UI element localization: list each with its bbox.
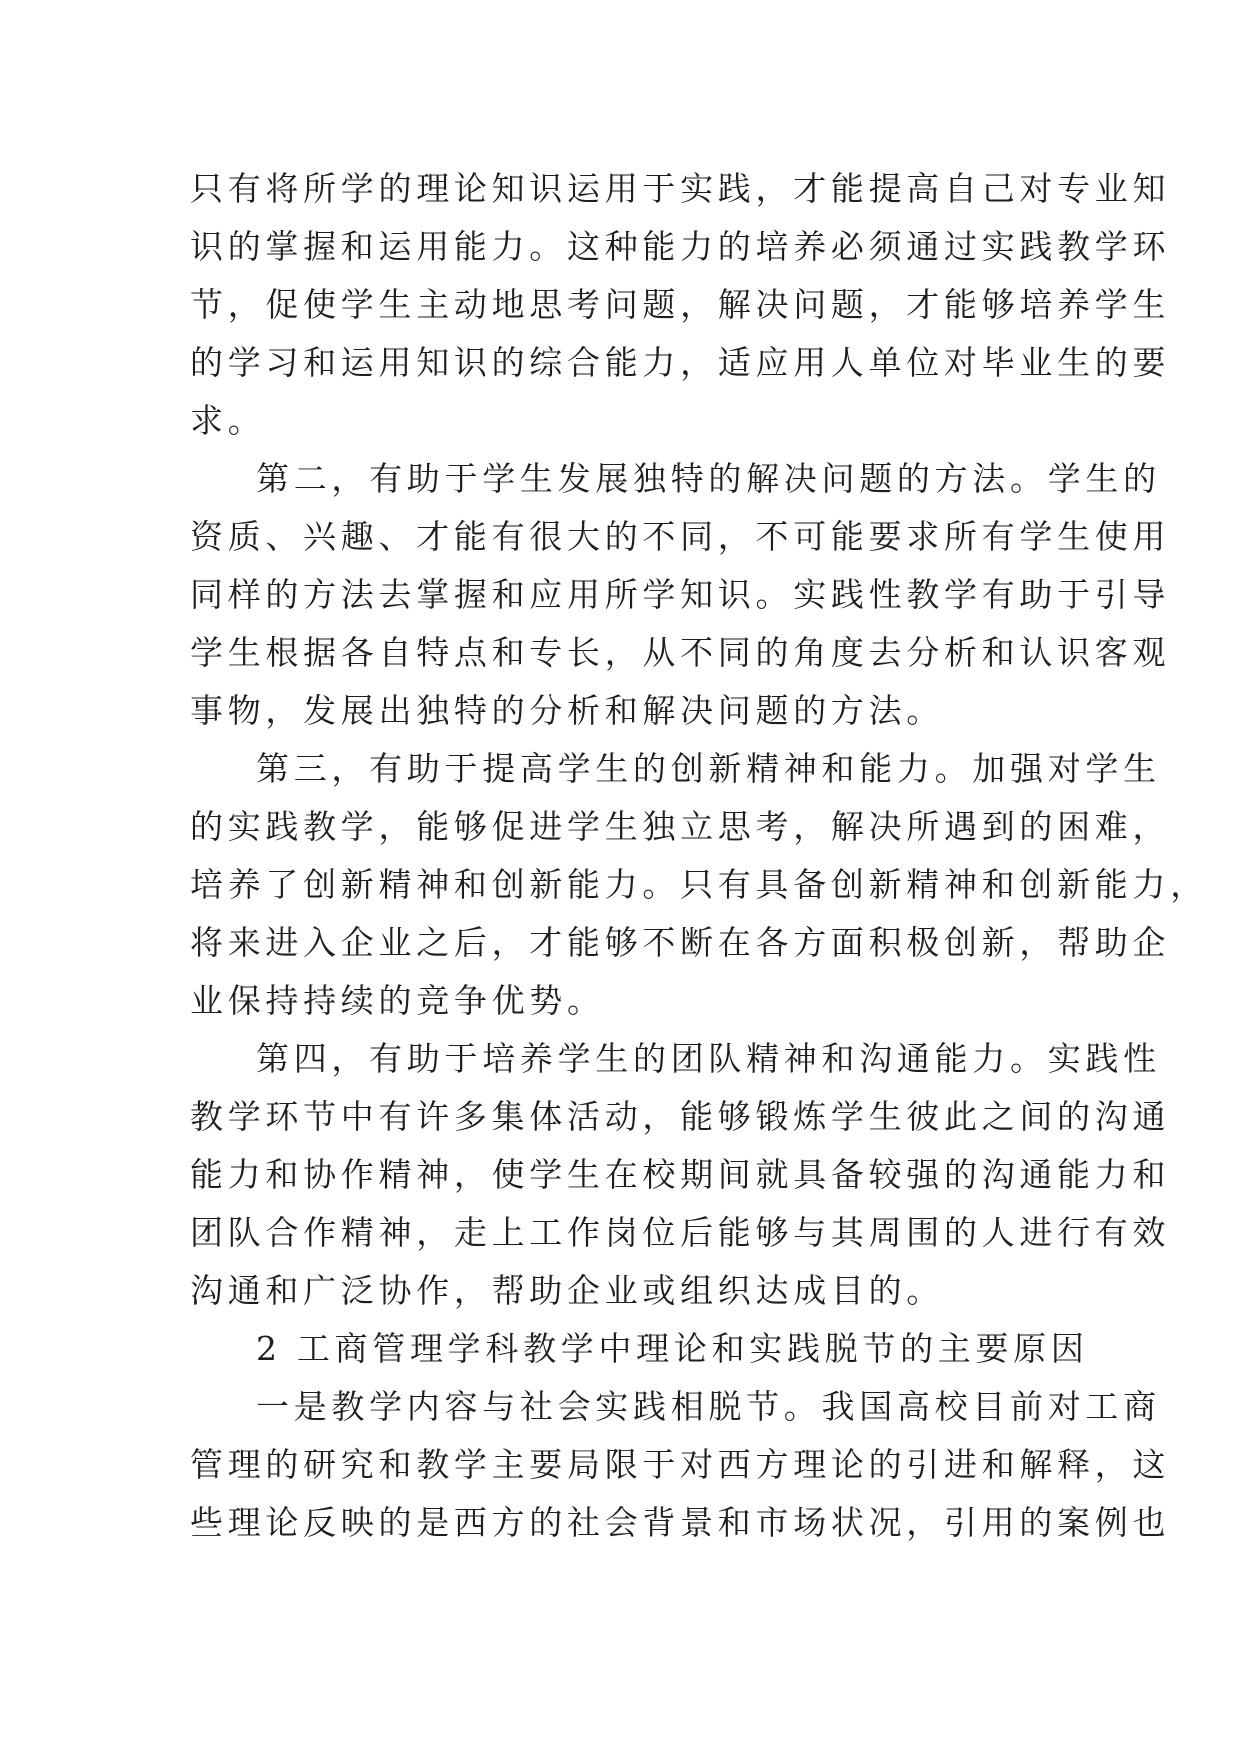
text-line: 能力和协作精神，使学生在校期间就具备较强的沟通能力和	[190, 1155, 1171, 1194]
text-line: 学生根据各自特点和专长，从不同的角度去分析和认识客观	[190, 633, 1171, 672]
text-line: 求。	[190, 401, 266, 440]
text-line: 培养了创新精神和创新能力。只有具备创新精神和创新能力，	[190, 865, 1208, 904]
paragraph-first-line: 第三，有助于提高学生的创新精神和能力。加强对学生	[256, 749, 1161, 788]
text-line: 业保持持续的竞争优势。	[190, 981, 605, 1020]
text-line: 教学环节中有许多集体活动，能够锻炼学生彼此之间的沟通	[190, 1097, 1171, 1136]
text-line: 同样的方法去掌握和应用所学知识。实践性教学有助于引导	[190, 575, 1171, 614]
text-line: 识的掌握和运用能力。这种能力的培养必须通过实践教学环	[190, 227, 1171, 266]
paragraph-first-line: 第四，有助于培养学生的团队精神和沟通能力。实践性	[256, 1039, 1161, 1078]
text-line: 的学习和运用知识的综合能力，适应用人单位对毕业生的要	[190, 343, 1171, 382]
paragraph-first-line: 第二，有助于学生发展独特的解决问题的方法。学生的	[256, 459, 1161, 498]
document-body	[190, 160, 1208, 1552]
text-line: 事物，发展出独特的分析和解决问题的方法。	[190, 691, 944, 730]
text-line: 资质、兴趣、才能有很大的不同，不可能要求所有学生使用	[190, 517, 1171, 556]
text-line: 沟通和广泛协作，帮助企业或组织达成目的。	[190, 1271, 944, 1310]
text-line: 将来进入企业之后，才能够不断在各方面积极创新，帮助企	[190, 923, 1171, 962]
text-line: 节，促使学生主动地思考问题，解决问题，才能够培养学生	[190, 285, 1171, 324]
text-line: 的实践教学，能够促进学生独立思考，解决所遇到的困难，	[190, 807, 1171, 846]
paragraph-first-line: 2 工商管理学科教学中理论和实践脱节的主要原因	[256, 1329, 1089, 1368]
text-line: 只有将所学的理论知识运用于实践，才能提高自己对专业知	[190, 169, 1171, 208]
text-line: 些理论反映的是西方的社会背景和市场状况，引用的案例也	[190, 1503, 1171, 1542]
paragraph-first-line: 一是教学内容与社会实践相脱节。我国高校目前对工商	[256, 1387, 1161, 1426]
text-line: 管理的研究和教学主要局限于对西方理论的引进和解释，这	[190, 1445, 1171, 1484]
text-line: 团队合作精神，走上工作岗位后能够与其周围的人进行有效	[190, 1213, 1171, 1252]
